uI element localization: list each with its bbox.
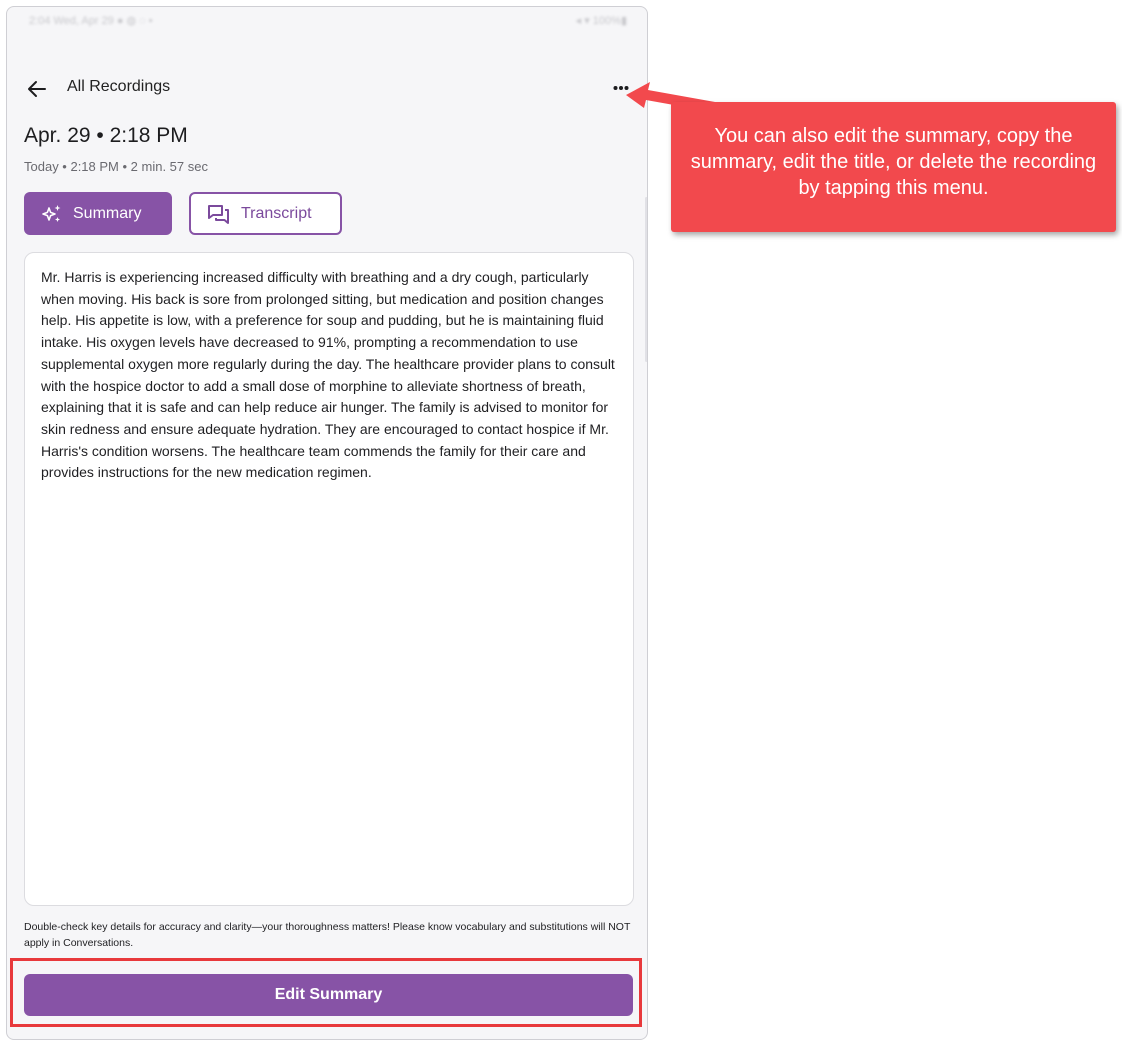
edit-summary-button[interactable]: Edit Summary [24, 974, 633, 1016]
arrow-left-icon [25, 77, 49, 101]
header-title: All Recordings [67, 78, 171, 95]
tab-transcript-label: Transcript [241, 204, 312, 222]
tablet-screen [6, 6, 648, 1040]
tab-transcript[interactable] [189, 192, 342, 235]
callout-tooltip [671, 102, 1116, 232]
callout-text: You can also edit the summary, copy the summary, edit the title, or delete the recording by tapping this menu. [690, 125, 1097, 199]
status-bar [7, 7, 647, 37]
recording-meta: Today • 2:18 PM • 2 min. 57 sec [24, 159, 208, 174]
status-time-date: 2:04 Wed, Apr 29 ● ◍ ◌ • [29, 15, 153, 27]
status-battery: ◂ ▾ 100%▮ [575, 15, 627, 27]
accuracy-disclaimer: Double-check key details for accuracy and clarity—your thoroughness matters! Please know vocabulary and substitutions will NOT apply in Conversations. [24, 921, 631, 949]
scroll-indicator[interactable] [645, 197, 648, 362]
tab-summary[interactable] [24, 192, 172, 235]
top-app-bar [7, 69, 647, 109]
recording-title: Apr. 29 • 2:18 PM [24, 124, 188, 147]
back-button[interactable] [25, 77, 49, 101]
sparkles-icon [41, 203, 63, 225]
chat-icon [207, 203, 231, 225]
summary-card [24, 252, 634, 906]
summary-text: Mr. Harris is experiencing increased difficulty with breathing and a dry cough, particularly when moving. His back is sore from prolonged sitting, but medication and position changes help. His appetite is low, with a preference for soup and pudding, but he is maintaining fluid intake. His oxygen levels have decreased to 91%, prompting a recommendation to use supplemental oxygen more regularly during the day. The healthcare provider plans to consult with the hospice doctor to add a small dose of morphine to alleviate shortness of breath, explaining that it is safe and can help reduce air hunger. The family is advised to monitor for skin redness and ensure adequate hydration. They are encouraged to contact hospice if Mr. Harris's condition worsens. The healthcare team commends the family for their care and provides instructions for the new medication regimen. [41, 269, 615, 481]
tab-summary-label: Summary [73, 204, 142, 222]
